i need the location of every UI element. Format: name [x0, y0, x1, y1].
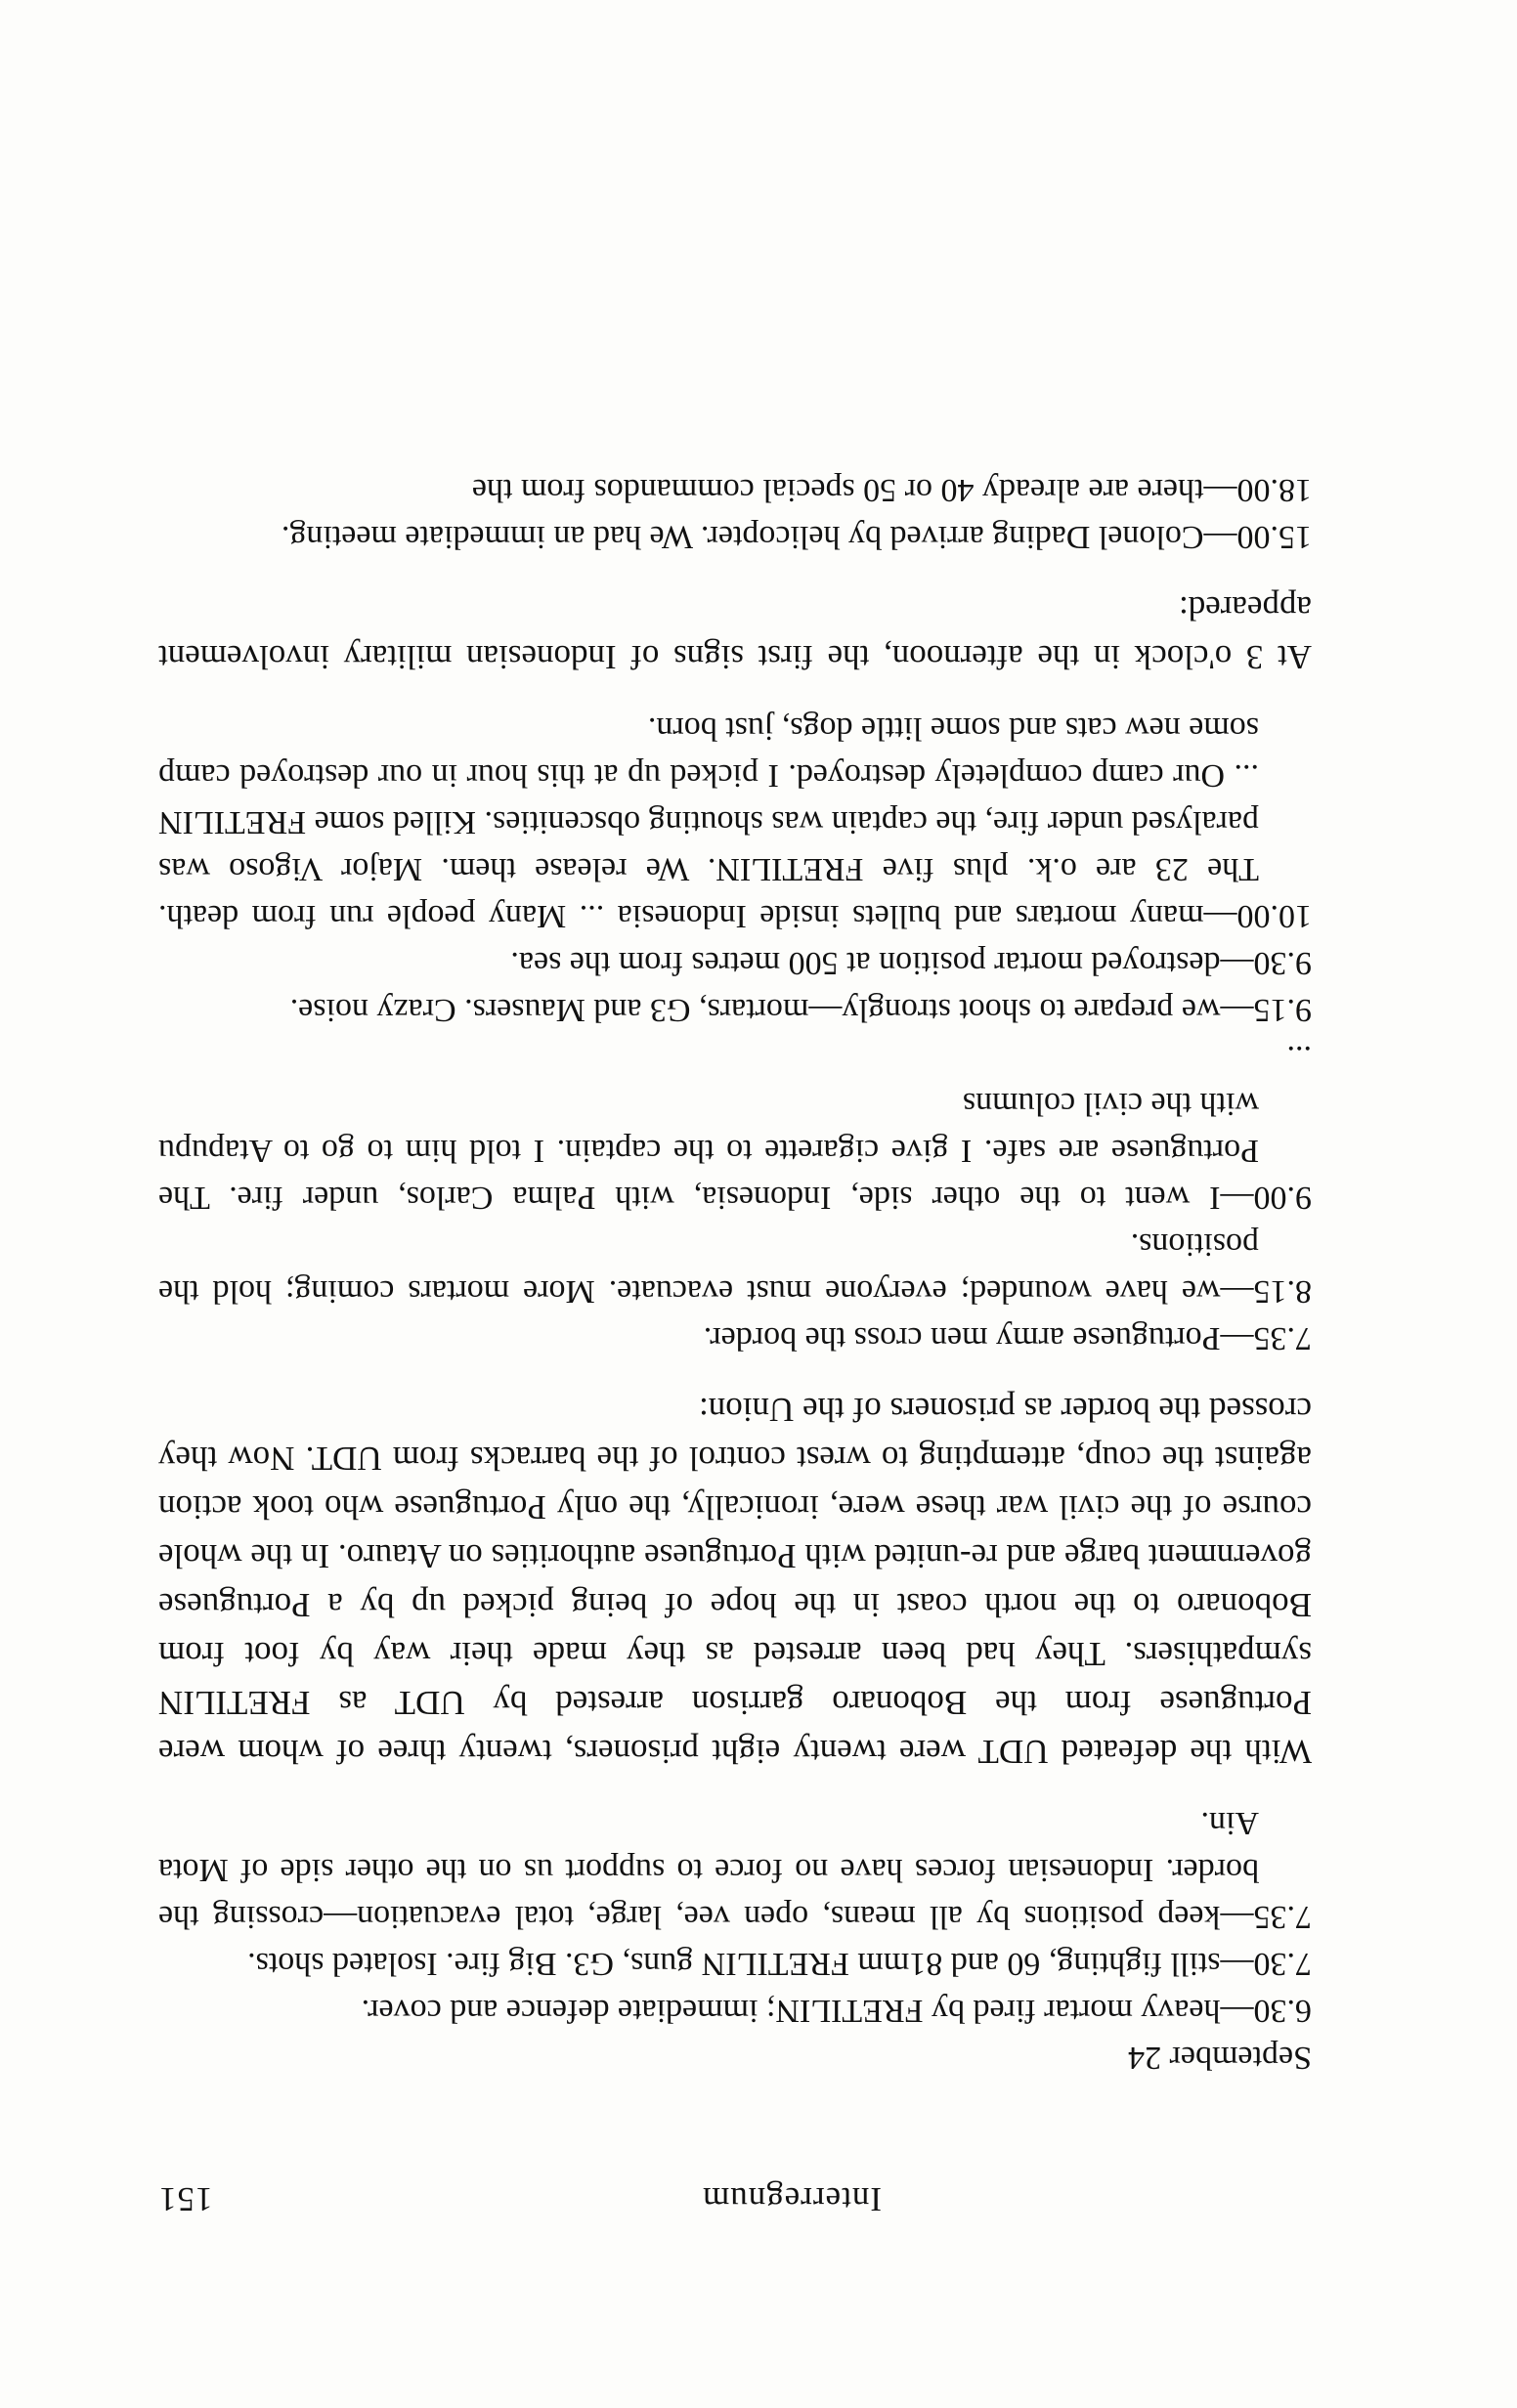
- diary-date-heading: September 24: [1128, 2040, 1312, 2076]
- diary-entry: 18.00—there are already 40 or 50 special commandos from the: [471, 472, 1312, 508]
- diary-entry: 9.30—destroyed mortar position at 500 metres from the sea.: [510, 945, 1312, 981]
- diary-entry: 9.15—we prepare to shoot strongly—mortars, G3 and Mausers. Crazy noise.: [289, 992, 1312, 1028]
- diary-entry: 10.00—many mortars and bullets inside Indonesia ... Many people run from death. The 23 are o.k. plus five FRETILIN. We release them. Major Vigoso was paralysed under fire, the captain was shouting obscenities. Killed some FRETILIN ... Our camp completely destroyed. I picked up at this hour in our destroyed camp some new cats and some little dogs, just born.: [158, 710, 1312, 934]
- page-content: [158, 466, 1312, 2081]
- diary-entries-morning: [158, 1799, 1312, 2034]
- running-head: [158, 2173, 1312, 2222]
- page-number: 151: [158, 2180, 213, 2218]
- body-paragraph-prisoners: With the defeated UDT were twenty eight prisoners, twenty three of whom were Portuguese from the Bobonaro garrison arrested by UDT as FRETILIN sympathisers. They had been arrested as they made their way by foot from Bobonaro to the north coast in the hope of being picked up by a Portuguese government barge and re-united with Portuguese authorities on Atauro. In the whole course of the civil war these were, ironically, the only Portuguese who took action against the coup, attempting to wrest control of the barracks from UDT. Now they crossed the border as prisoners of the Union:: [158, 1391, 1312, 1771]
- diary-entry: 9.00—I went to the other side, Indonesia, with Palma Carlos, under fire. The Portuguese are safe. I give cigarette to the captain. I told him to go to Atapupu with the civil columns: [158, 1086, 1312, 1216]
- diary-entry: 7.35—Portuguese army men cross the border.: [703, 1320, 1312, 1356]
- ellipsis: ...: [1286, 1039, 1312, 1075]
- running-title: Interregnum: [702, 2180, 882, 2218]
- diary-entry: 7.35—keep positions by all means, open vee, large, total evacuation—crossing the border. Indonesian forces have no force to support us on the other side of Mota Ain.: [158, 1805, 1312, 1935]
- diary-entry: 8.15—we have wounded; everyone must evacuate. More mortars coming; hold the positions.: [158, 1226, 1312, 1310]
- diary-entries-afternoon: [158, 466, 1312, 560]
- diary-entry: 6.30—heavy mortar fired by FRETILIN; immediate defence and cover.: [361, 1993, 1312, 2029]
- body-paragraph-afternoon: At 3 o'clock in the afternoon, the first signs of Indonesian military involvement appeared:: [158, 589, 1312, 676]
- diary-entry: 15.00—Colonel Dading arrived by helicopter. We had an immediate meeting.: [281, 519, 1312, 555]
- diary-entry: 7.30—still fighting, 60 and 81mm FRETILIN guns, G3. Big fire. Isolated shots.: [247, 1946, 1312, 1982]
- diary-entries-border: [158, 705, 1312, 1361]
